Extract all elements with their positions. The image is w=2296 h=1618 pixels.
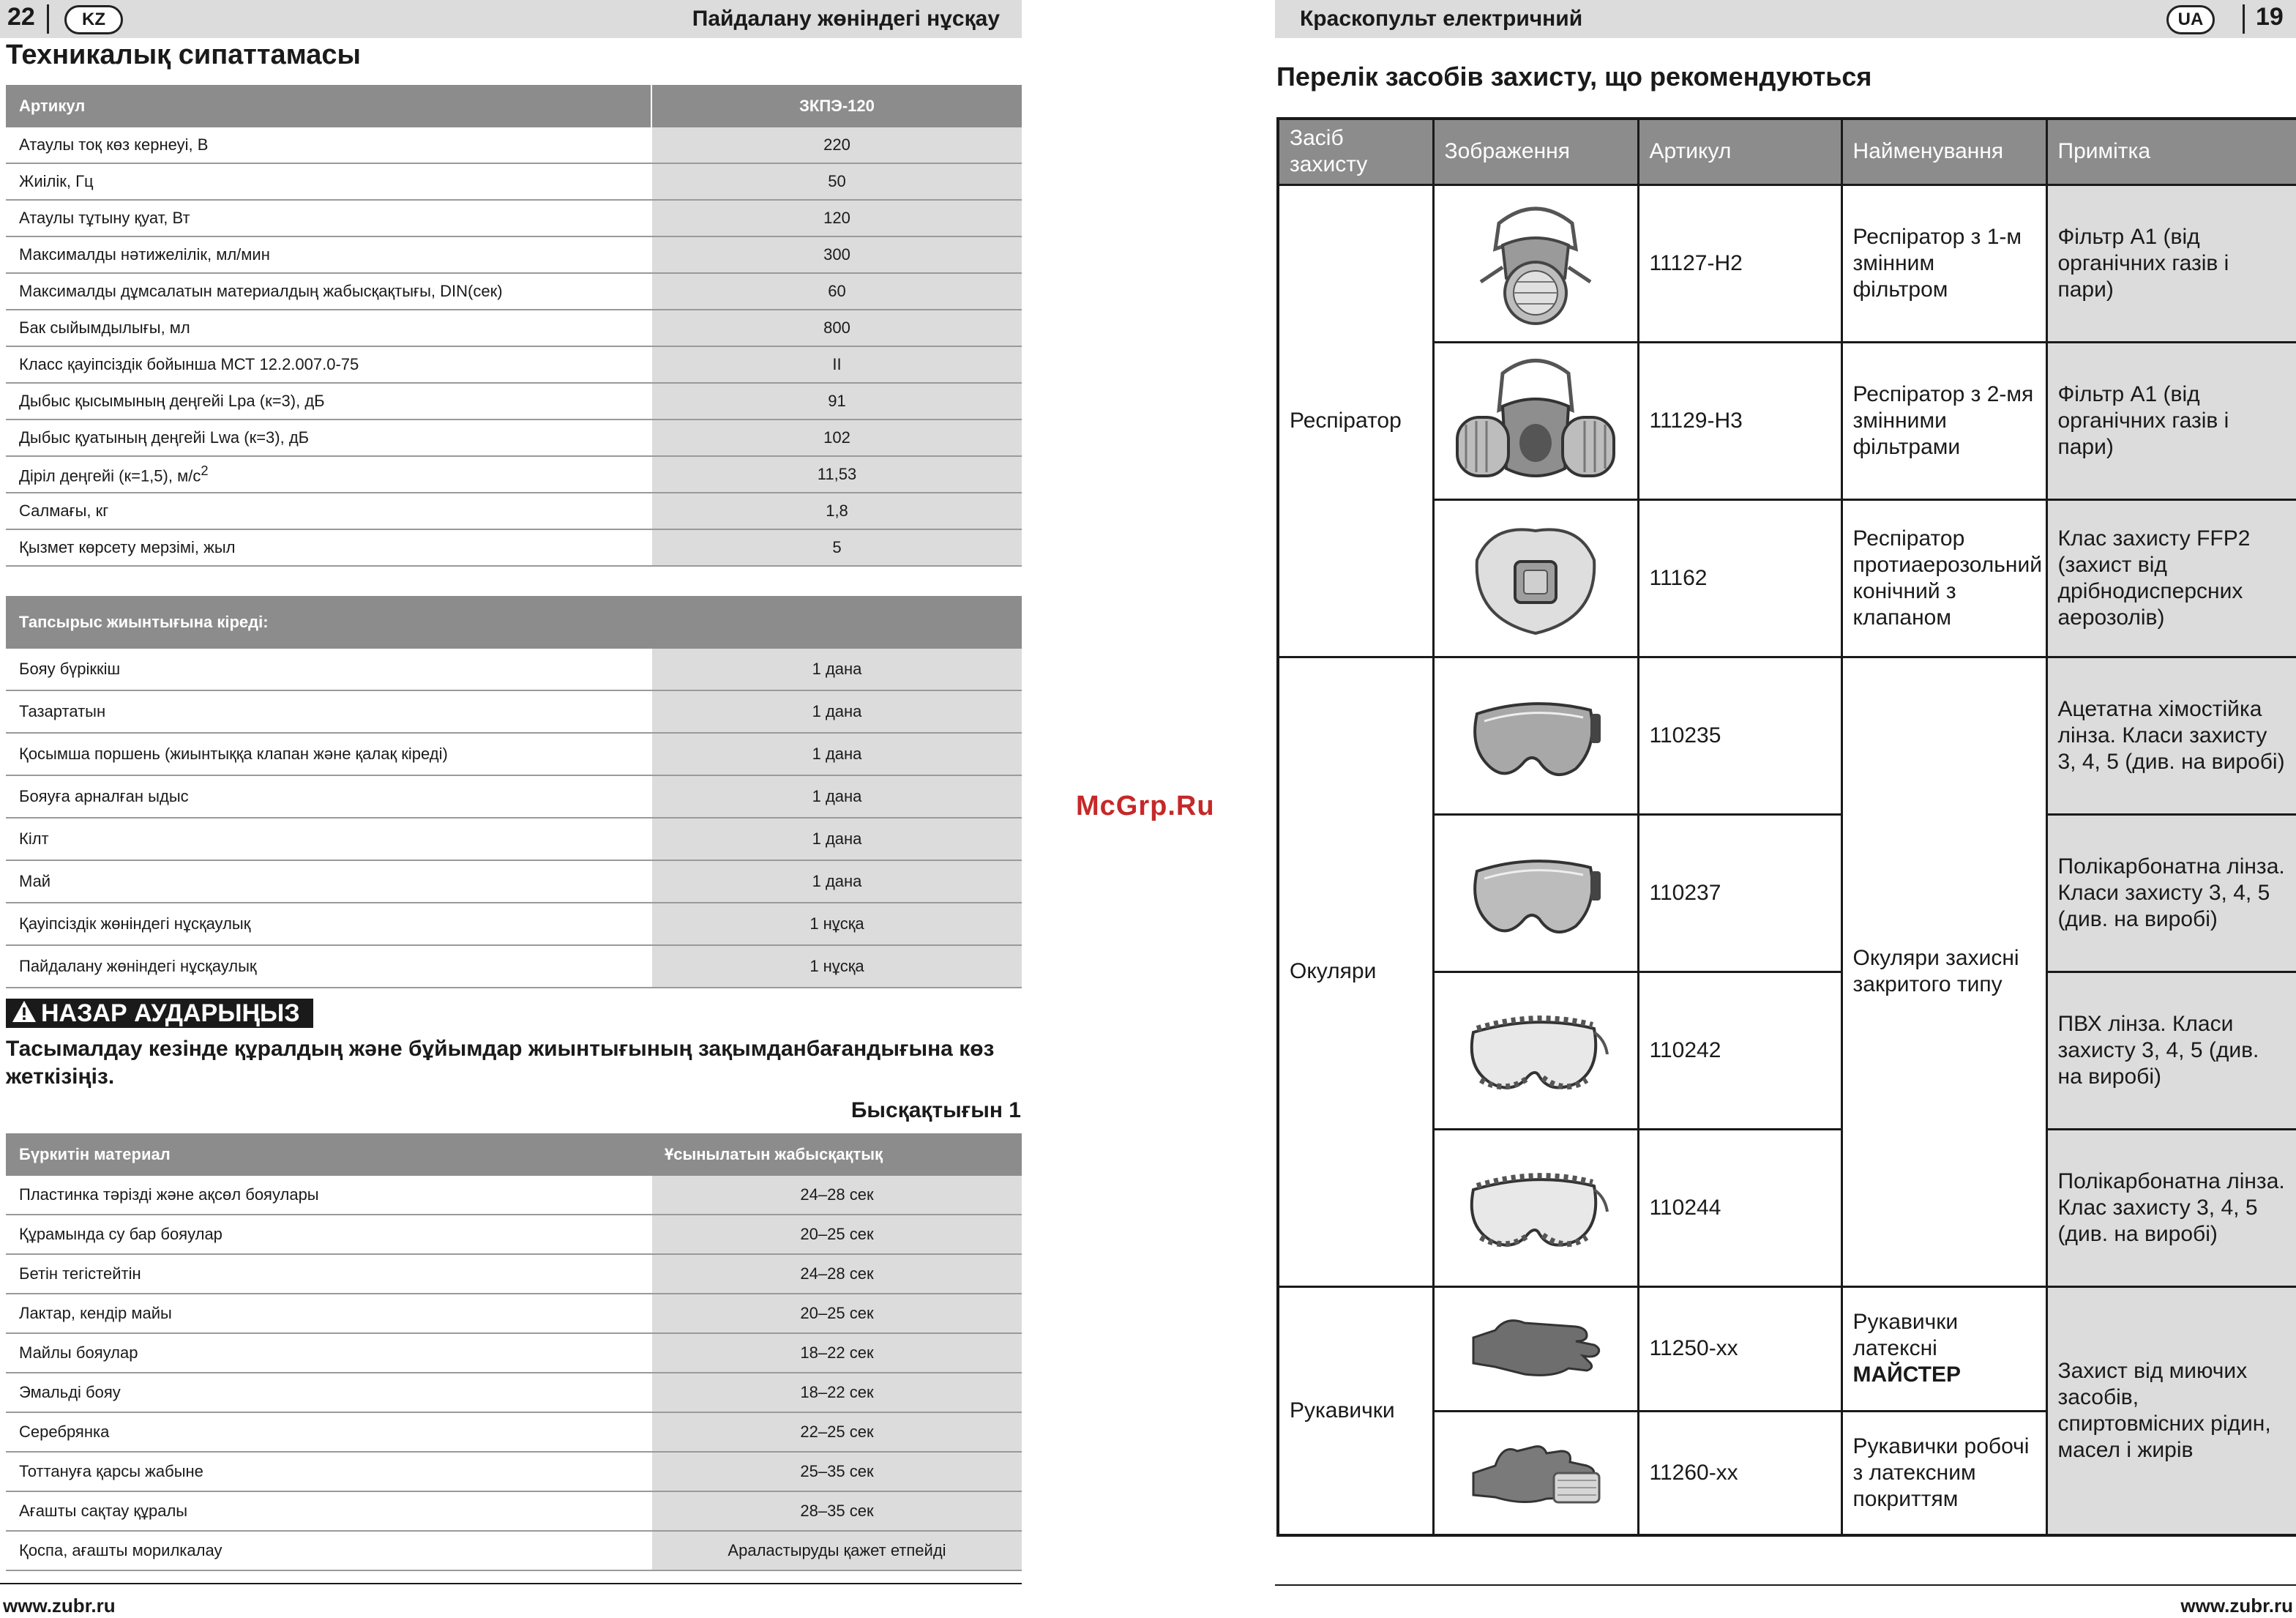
kit-qty: 1 нұсқа [651, 903, 1022, 945]
kit-item: Пайдалану жөніндегі нұсқаулық [6, 945, 651, 988]
table-row [6, 903, 1022, 945]
table-row [6, 1215, 1022, 1254]
kit-item: Кілт [6, 818, 651, 860]
table-row [6, 1176, 1022, 1215]
spec-value: 102 [651, 420, 1022, 456]
kit-item: Май [6, 860, 651, 903]
name-cell: Респіратор протиаерозольний конічний з клапаном [1841, 499, 2046, 657]
note-cell: Фільтр А1 (від органічних газів і пари) [2046, 184, 2296, 342]
material: Бетін тегістейтін [6, 1254, 651, 1294]
viscosity: 20–25 сек [651, 1294, 1022, 1333]
kit-qty: 1 дана [651, 733, 1022, 775]
article-cell: 11127-Н2 [1638, 184, 1841, 342]
vented-goggles-icon [1462, 996, 1609, 1106]
left-page-header [0, 0, 1022, 38]
note-cell: Клас захисту FFP2 (захист від дрібнодисперсних аерозолів) [2046, 499, 2296, 657]
superscript: 2 [201, 463, 209, 479]
spec-value: 300 [651, 236, 1022, 273]
kit-qty: 1 дана [651, 818, 1022, 860]
name-cell [1841, 1286, 2046, 1411]
table-row [6, 163, 1022, 200]
table-row [6, 1254, 1022, 1294]
divider [2243, 4, 2245, 34]
right-page-header [1275, 0, 2296, 38]
footer-link[interactable]: www.zubr.ru [2180, 1595, 2293, 1617]
table-row [6, 1452, 1022, 1491]
header-cell: Тапсырыс жиынтығына кіреді: [6, 596, 1022, 649]
viscosity: 18–22 сек [651, 1373, 1022, 1412]
warning-text: Тасымалдау кезінде құралдың және бұйымдар жиынтығының зақымданбағандығына көз жеткізіңіз. [6, 1037, 995, 1089]
spec-value: II [651, 346, 1022, 383]
table-row [6, 383, 1022, 420]
divider [47, 4, 49, 34]
table-row [6, 529, 1022, 566]
name-cell: Рукавички робочі з латексним покриттям [1841, 1411, 2046, 1535]
viscosity-table [6, 1133, 1022, 1571]
table-row [6, 1294, 1022, 1333]
article-cell: 11250-хх [1638, 1286, 1841, 1411]
double-filter-respirator-icon [1451, 351, 1620, 491]
material: Ағашты сақтау құралы [6, 1491, 651, 1531]
footer-rule [0, 1583, 1022, 1584]
table-row [6, 945, 1022, 988]
image-cell [1433, 657, 1638, 814]
header-cell: Примітка [2046, 119, 2296, 184]
kit-item: Тазартатын [6, 690, 651, 733]
material: Лактар, кендір майы [6, 1294, 651, 1333]
viscosity: Араластыруды қажет етпейді [651, 1531, 1022, 1570]
material: Құрамында су бар бояулар [6, 1215, 651, 1254]
viscosity: 28–35 сек [651, 1491, 1022, 1531]
table-row [6, 493, 1022, 529]
name-text: Рукавички латексні [1852, 1310, 1959, 1360]
footer-link[interactable]: www.zubr.ru [3, 1595, 116, 1617]
table-row [6, 346, 1022, 383]
kit-table [6, 596, 1022, 988]
image-cell [1433, 342, 1638, 499]
article-cell: 110237 [1638, 814, 1841, 972]
material: Серебрянка [6, 1412, 651, 1452]
table-row [6, 127, 1022, 163]
kit-table-header [6, 596, 1022, 649]
spec-label: Салмағы, кг [6, 493, 651, 529]
name-cell: Респіратор з 1-м змінним фільтром [1841, 184, 2046, 342]
image-cell [1433, 1286, 1638, 1411]
spec-value: 11,53 [651, 456, 1022, 493]
kit-qty: 1 дана [651, 649, 1022, 690]
warning-banner [6, 999, 313, 1028]
image-cell [1433, 1411, 1638, 1535]
work-glove-icon [1466, 1433, 1605, 1513]
table-row [6, 200, 1022, 236]
note-cell: Ацетатна хімостійка лінза. Класи захисту 3, 4, 5 (див. на виробі) [2046, 657, 2296, 814]
image-cell [1433, 1129, 1638, 1286]
table-row [6, 818, 1022, 860]
viscosity: 24–28 сек [651, 1176, 1022, 1215]
header-cell: ЗКПЭ-120 [651, 85, 1022, 127]
spec-value: 220 [651, 127, 1022, 163]
header-cell: Артикул [6, 85, 651, 127]
spec-label: Дыбыс қуатының деңгейі Lwa (к=3), дБ [6, 420, 651, 456]
spec-label: Максималды дұмсалатын материалдың жабысқақтығы, DIN(сек) [6, 273, 651, 310]
spec-table [6, 85, 1022, 567]
table-row [6, 236, 1022, 273]
article-cell: 110242 [1638, 972, 1841, 1129]
spec-value: 1,8 [651, 493, 1022, 529]
table-row [6, 1373, 1022, 1412]
image-cell [1433, 499, 1638, 657]
table-row [6, 733, 1022, 775]
spec-label: Дыбыс қысымының деңгейі Lpa (к=3), дБ [6, 383, 651, 420]
kit-item: Қауіпсіздік жөніндегі нұсқаулық [6, 903, 651, 945]
viscosity: 24–28 сек [651, 1254, 1022, 1294]
article-cell: 11129-Н3 [1638, 342, 1841, 499]
kit-qty: 1 нұсқа [651, 945, 1022, 988]
spec-value: 5 [651, 529, 1022, 566]
table-row [6, 860, 1022, 903]
kit-qty: 1 дана [651, 775, 1022, 818]
table-row [6, 775, 1022, 818]
spec-value: 60 [651, 273, 1022, 310]
spec-label-text: Діріл деңгейі (к=1,5), м/с [19, 466, 201, 485]
category-cell: Рукавички [1278, 1286, 1433, 1535]
ppe-section-title: Перелік засобів захисту, що рекомендуються [1276, 61, 1872, 92]
note-cell: Полікарбонатна лінза. Класи захисту 3, 4, 5 (див. на виробі) [2046, 814, 2296, 972]
left-page-number: 22 [7, 3, 35, 31]
spec-value: 50 [651, 163, 1022, 200]
image-cell [1433, 814, 1638, 972]
right-page-number: 19 [2256, 3, 2284, 31]
spec-label: Жиілік, Гц [6, 163, 651, 200]
right-header-title: Краскопульт електричний [1300, 7, 1583, 31]
kit-item: Қосымша поршень (жиынтыққа клапан және қалақ кіреді) [6, 733, 651, 775]
article-cell: 11162 [1638, 499, 1841, 657]
goggles-icon [1466, 681, 1605, 791]
header-cell: Бүркитін материал [6, 1133, 651, 1176]
header-cell: Найменування [1841, 119, 2046, 184]
latex-glove-icon [1466, 1308, 1605, 1389]
table-row [6, 273, 1022, 310]
lang-badge-kz: KZ [64, 5, 123, 34]
article-cell: 110235 [1638, 657, 1841, 814]
image-cell [1433, 184, 1638, 342]
lang-badge-ua: UA [2166, 5, 2215, 34]
table-row [1278, 657, 2296, 814]
table-row [1278, 184, 2296, 342]
left-header-title: Пайдалану жөніндегі нұсқау [692, 7, 1000, 31]
spec-label [6, 456, 651, 493]
table-row [6, 690, 1022, 733]
spec-table-header [6, 85, 1022, 127]
viscosity: 20–25 сек [651, 1215, 1022, 1254]
header-cell: Зображення [1433, 119, 1638, 184]
image-cell [1433, 972, 1638, 1129]
header-cell: Засіб захисту [1278, 119, 1433, 184]
spec-label: Атаулы тоқ көз кернеуі, В [6, 127, 651, 163]
conical-respirator-icon [1462, 516, 1609, 641]
spec-value: 120 [651, 200, 1022, 236]
name-cell: Окуляри захисні закритого типу [1841, 657, 2046, 1286]
spec-section-title: Техникалық сипаттамасы [6, 40, 361, 70]
spec-value: 800 [651, 310, 1022, 346]
table-row [6, 1531, 1022, 1570]
spec-value: 91 [651, 383, 1022, 420]
table-row [6, 456, 1022, 493]
table-row [6, 1333, 1022, 1373]
goggles-icon [1466, 838, 1605, 948]
note-cell: Полікарбонатна лінза. Клас захисту 3, 4, 5 (див. на виробі) [2046, 1129, 2296, 1286]
note-cell: Захист від миючих засобів, спиртовмісних рідин, масел і жирів [2046, 1286, 2296, 1535]
material: Пластинка тәрізді және ақсөл бояулары [6, 1176, 651, 1215]
category-cell: Окуляри [1278, 657, 1433, 1286]
category-cell: Респіратор [1278, 184, 1433, 657]
material: Қоспа, ағашты морилкалау [6, 1531, 651, 1570]
warning-label: НАЗАР АУДАРЫҢЫЗ [41, 999, 300, 1027]
kit-item: Бояуға арналған ыдыс [6, 775, 651, 818]
kit-qty: 1 дана [651, 690, 1022, 733]
spec-label: Қызмет көрсету мерзімі, жыл [6, 529, 651, 566]
material: Эмальді бояу [6, 1373, 651, 1412]
half-mask-respirator-icon [1473, 194, 1598, 333]
table-row [6, 420, 1022, 456]
header-cell: Артикул [1638, 119, 1841, 184]
table-row [1278, 1286, 2296, 1411]
spec-label: Атаулы тұтыну қуат, Вт [6, 200, 651, 236]
material: Майлы бояулар [6, 1333, 651, 1373]
article-cell: 11260-хх [1638, 1411, 1841, 1535]
ppe-table-header [1278, 119, 2296, 184]
viscosity: 18–22 сек [651, 1333, 1022, 1373]
viscosity-table-caption: Бысқақтығын 1 [850, 1098, 1021, 1122]
viscosity: 25–35 сек [651, 1452, 1022, 1491]
viscosity-table-header [6, 1133, 1022, 1176]
note-cell: Фільтр А1 (від органічних газів і пари) [2046, 342, 2296, 499]
footer-rule [1275, 1584, 2296, 1586]
spec-label: Класс қауіпсіздік бойынша МСТ 12.2.007.0-75 [6, 346, 651, 383]
warning-icon [12, 999, 37, 1024]
viscosity: 22–25 сек [651, 1412, 1022, 1452]
material: Тоттануға қарсы жабыне [6, 1452, 651, 1491]
header-cell: Ұсынылатын жабысқақтық [651, 1133, 1022, 1176]
table-row [6, 310, 1022, 346]
spec-label: Бак сыйымдылығы, мл [6, 310, 651, 346]
kit-qty: 1 дана [651, 860, 1022, 903]
vented-goggles-icon [1462, 1153, 1609, 1263]
name-cell: Респіратор з 2-мя змінними фільтрами [1841, 342, 2046, 499]
brand-text: МАЙСТЕР [1852, 1362, 1961, 1387]
spec-label: Максималды нәтижелілік, мл/мин [6, 236, 651, 273]
article-cell: 110244 [1638, 1129, 1841, 1286]
note-cell: ПВХ лінза. Класи захисту 3, 4, 5 (див. на виробі) [2046, 972, 2296, 1129]
ppe-table [1276, 117, 2296, 1537]
watermark-text: McGrp.Ru [1076, 791, 1215, 821]
kit-item: Бояу бүріккіш [6, 649, 651, 690]
table-row [6, 649, 1022, 690]
table-row [6, 1491, 1022, 1531]
table-row [6, 1412, 1022, 1452]
